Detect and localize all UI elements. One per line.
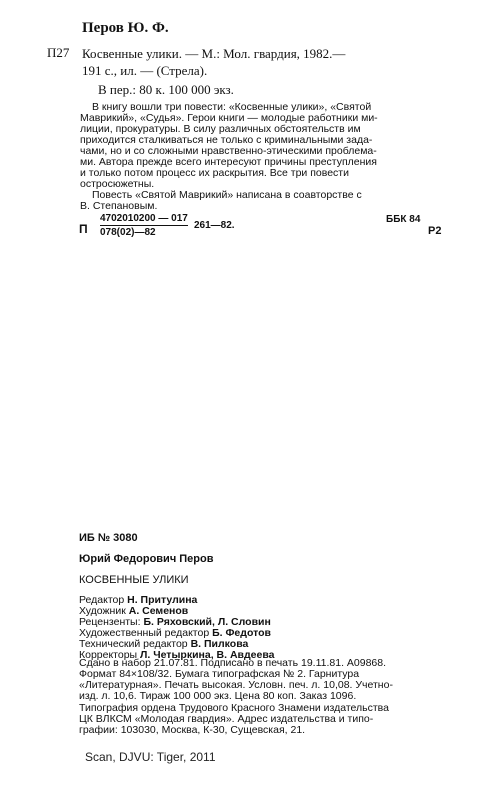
staff-list (79, 595, 275, 660)
classification-letter: П (79, 222, 88, 236)
description-line: 191 с., ил. — (Стрела). (82, 63, 208, 78)
price-and-print-run: В пер.: 80 к. 100 000 экз. (98, 82, 234, 97)
print-specs (79, 658, 393, 702)
annotation-line: остросюжетны. (80, 178, 155, 190)
description-line: Косвенные улики. — М.: Мол. гвардия, 1982.— (82, 46, 346, 61)
staff-role: Художник (79, 604, 126, 617)
scan-credit: Scan, DJVU: Tiger, 2011 (85, 750, 216, 764)
annotation-line: приходится сталкиваться не только с криминальными зада- (80, 134, 373, 146)
staff-role: Корректоры (79, 648, 138, 661)
printer-line: Типография ордена Трудового Красного Знамени издательства (79, 702, 389, 714)
author-heading: Перов Ю. Ф. (82, 20, 169, 36)
catalog-code: П27 (47, 45, 70, 60)
annotation-line: В книгу вошли три повести: «Косвенные улики», «Святой (92, 101, 372, 113)
staff-role: Технический редактор (79, 637, 188, 650)
annotation-line: Маврикий», «Судья». Герои книги — молодые работники ми- (80, 112, 378, 124)
classification-suffix: 261—82. (194, 220, 235, 231)
bibliographic-description (82, 45, 345, 79)
printer-info (79, 703, 389, 736)
bbk-code: ББК 84 (386, 214, 421, 225)
staff-role: Художественный редактор (79, 626, 210, 639)
fraction-numerator: 4702010200 — 017 (100, 213, 188, 224)
author-fullname: Юрий Федорович Перов (79, 553, 214, 565)
staff-name: В. Пилкова (190, 637, 249, 650)
book-title: КОСВЕННЫЕ УЛИКИ (79, 574, 189, 586)
staff-name: Л. Четыркина, В. Авдеева (140, 648, 275, 661)
staff-name: А. Семенов (128, 604, 189, 617)
printer-line: графии: 103030, Москва, К-30, Сущевская, 21. (79, 724, 306, 736)
annotation-line: и только потом процесс их раскрытия. Все три повести (80, 167, 349, 179)
specs-line: Сдано в набор 21.07.81. Подписано в печать 19.11.81. А09868. (79, 657, 387, 669)
annotation-line: лиции, прокуратуры. В силу различных обстоятельств им (80, 123, 361, 135)
annotation-line: чами, но и со сложными нравственно-этическими проблема- (80, 145, 377, 157)
staff-role: Рецензенты: (79, 615, 141, 628)
specs-line: Формат 84×108/32. Бумага типографская № 2. Гарнитура (79, 668, 360, 680)
annotation-line: ми. Автора прежде всего интересуют причины преступления (80, 156, 377, 168)
staff-role: Редактор (79, 594, 125, 606)
specs-line: «Литературная». Печать высокая. Условн. печ. л. 10,08. Учетно- (79, 679, 393, 691)
printer-line: ЦК ВЛКСМ «Молодая гвардия». Адрес издательства и типо- (79, 713, 374, 725)
bbk-subcode: Р2 (428, 225, 442, 237)
ib-number: ИБ № 3080 (79, 532, 138, 544)
staff-name: Н. Притулина (127, 594, 198, 606)
staff-name: Б. Ряховский, Л. Словин (143, 615, 271, 628)
classification-fraction (100, 213, 188, 238)
specs-line: изд. л. 10,6. Тираж 100 000 экз. Цена 80 коп. Заказ 1096. (79, 690, 357, 702)
staff-name: Б. Федотов (212, 626, 271, 639)
annotation-line: В. Степановым. (80, 200, 158, 212)
annotation-line: Повесть «Святой Маврикий» написана в соавторстве с (92, 189, 362, 201)
fraction-denominator: 078(02)—82 (100, 227, 156, 238)
